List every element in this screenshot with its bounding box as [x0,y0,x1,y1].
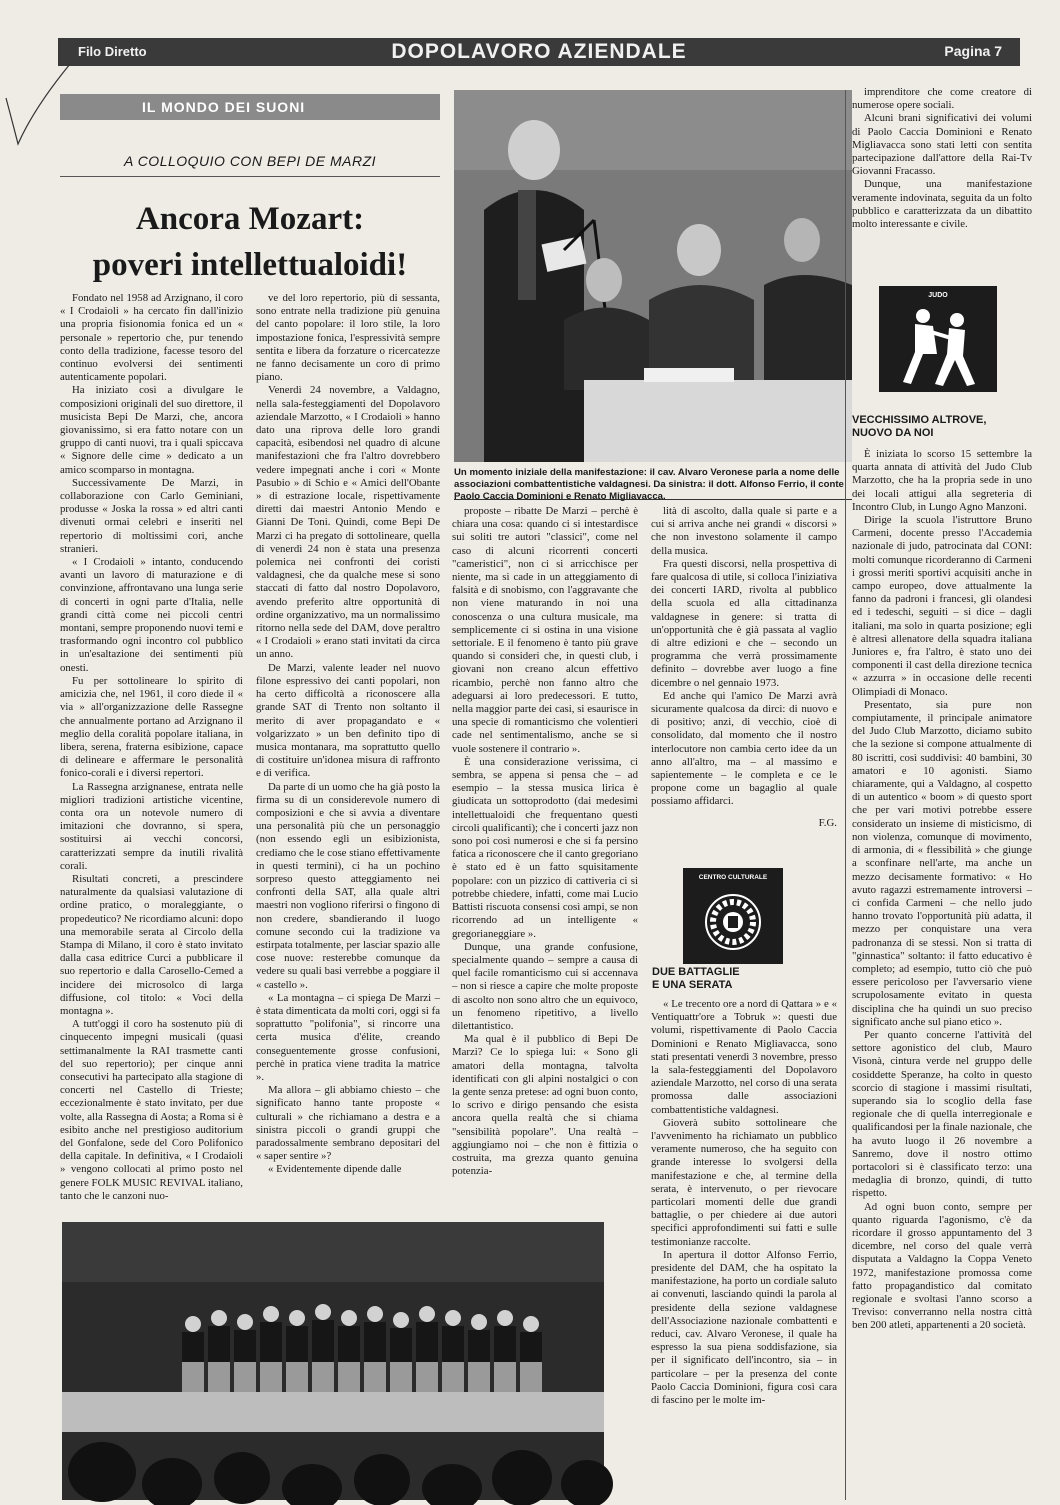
page-number: Pagina 7 [944,43,1002,59]
due-battaglie-title [652,966,838,992]
right-column-top [852,86,1032,276]
judo-label: JUDO [928,292,948,299]
paragraph: « I Crodaioli » intanto, conducendo avanti un lavoro di maturazione e di convinzione, affrontavano una lunga serie di concerti in ogni parte d'Italia, nelle grandi città come nei piccoli centri montani, sempre proponendo nuovi temi e trasformando ogni incontro col pubblico in un'esaltazione dei sentimenti più onesti. [60,556,243,674]
photo-caption: Un momento iniziale della manifestazione: il cav. Alvaro Veronese parla a nome delle associazioni combattentistiche valdagnesi. Da sinistra: il dott. Alfonso Ferrio, il conte Paolo Caccia Dominioni e Renato Migliavacca. [454,467,844,502]
signature: F.G. [818,816,837,829]
due-battaglie-title-line-1: DUE BATTAGLIE [652,966,740,978]
divider [60,176,440,177]
section-bar [60,94,440,120]
paragraph: « Evidentemente dipende dalle [268,1163,402,1176]
judo-title-line-2: NUOVO DA NOI [852,427,934,439]
paragraph: lità di ascolto, dalla quale si parte e a cui si arriva anche nei grandi « discorsi » che non investono solamente il campo della musica. [651,505,837,557]
paragraph: Fondato nel 1958 ad Arzignano, il coro « I Crodaioli » ha cercato fin dall'inizio una propria fisionomia fonica ed un « personale » repertorio che, pur tenendo conto della tradizione, facesse tesoro del continuo evolversi dei sentimenti autenticamente popolari. [60,292,243,384]
article-column-4 [651,505,837,829]
paragraph: « La montagna – ci spiega De Marzi – è stata dimenticata da molti cori, oggi si fa soprattutto "polifonia", si rincorre una certa musica d'élite, creando conseguentemente grosse confusioni, perchè in pratica viene tradita la matrice ». [256,991,440,1083]
paragraph: A tutt'oggi il coro ha sostenuto più di cinquecento impegni musicali (quasi settimanalmente la RAI trasmette canti del suo repertorio); per cinque anni consecutivi ha partecipato alla stagione di concerti nel Castello di Trieste; eccezionalmente è stato invitato, per due volte, alla Rassegna di Aosta; a Roma si è esibito anche nel prestigioso auditorium del Gonfalone, sede del Coro Polifonico della capitale. In definitiva, « I Crodaioli » vengono collocati al primo posto nel genere FOLK MUSIC REVIVAL italiano, tanto che le canzoni nuo- [60,1018,243,1202]
paragraph: Dunque, una manifestazione veramente indovinata, seguita da un folto pubblico e caratterizzata da un dibattito molto interessante e civile. [852,178,1032,231]
paragraph: La Rassegna arzignanese, entrata nelle migliori tradizioni artistiche vicentine, conta ora un notevole numero di imitazioni che dovranno, si spera, sostituirsi ai vecchi concorsi, caratterizzati sempre da inutili rivalità corali. [60,780,243,872]
paragraph: Ma qual è il pubblico di Bepi De Marzi? Ce lo spiega lui: « Sono gli amatori della montagna, talvolta identificati con gli alpini nostalgici o con la gente senza pretese: ad ogni buon conto, lo scrivo e dirigo pensando che esista ancora quella realtà che si chiama "sensibilità popolare". Una realtà – aggiungiamo noi – che non è fittizia o costruita, ma grezza quanto genuina potenzia- [452,1033,638,1178]
paragraph: Ha iniziato così a divulgare le composizioni originali del suo direttore, il musicista Bepi De Marzi, che, ancora giovanissimo, si era fatto notare con un gruppo di canti nuovi, tra i quali spiccava « Signore delle cime » dedicato a un amico scomparso in montagna. [60,384,243,476]
paragraph: Gioverà subito sottolineare che l'avvenimento ha richiamato un pubblico veramente numeroso, che ha seguito con grande interesse lo svolgersi della manifestazione e che, al termine della serata, è intervenuto, o per rievocare particolari momenti delle due grandi battaglie, o per chiedere ai due autori specifici approfondimenti sui fatti e sulle testimonianze raccolte. [651,1116,837,1248]
kicker: A COLLOQUIO CON BEPI DE MARZI [123,153,377,169]
headline [60,196,440,288]
meeting-photo [454,90,852,462]
choir-photo-illustration [62,1222,604,1500]
paragraph: Ma allora – gli abbiamo chiesto – che significato hanno tante proposte « culturali » che richiamano a destra e a sinistra piccoli o grandi gruppi che paradossalmente sembrano depositari del « saper sentire »? [256,1084,440,1163]
judo-logo [879,286,997,392]
headline-line-2: poveri intellettualoidi! [92,247,408,283]
header-left: Filo Diretto [78,44,147,59]
paragraph: Ed anche qui l'amico De Marzi avrà sicuramente qualcosa da dirci: di nuovo e di positivo; anzi, di vecchio, cioè di consolidato, dal momento che il nostro interlocutore non cambia certo idee da un anno all'altro, ma – al massimo e sapientemente – le completa e ce le propone come un bagaglio al quale possiamo affidarci. [651,689,837,808]
paragraph: Venerdì 24 novembre, a Valdagno, nella sala-festeggiamenti del Dopolavoro aziendale Marzotto, « I Crodaioli » hanno dato una riprova delle loro grandi capacità, esibendosi nel quadro di alcune manifestazioni che fra l'altro dovrebbero vedere impegnati anche i cori « Monte Pasubio » di Schio e « Amici dell'Obante » di estrazione locale, rispettivamente diretti dai maestri Antonio Mendo e Gianni De Toni. Quindi, come Bepi De Marzi ci ha pregato di sottolineare, quella di venerdì 24 non è stata una presenza polemica nei confronti dei coristi valdagnesi, che da qualche mese si sono staccati di fatto dal nostro Dopolavoro, avendo preferito altre opportunità di ordine organizzativo, ma un normalissimo ritorno nella sede del DAM, dove peraltro « I Crodaioli » erano stati invitati da circa un anno. [256,384,440,661]
due-battaglie-title-line-2: E UNA SERATA [652,979,733,991]
article-column-3 [452,505,638,1205]
paragraph: Fra questi discorsi, nella prospettiva di fare qualcosa di utile, si colloca l'iniziativa dei concerti IARD, rivolta al pubblico della scuola ed alla cittadinanza valdagnese in genere: si tratta di un'opportunità che è già passata al vaglio di altre edizioni e che – secondo un programma che verrà prossimamente definito – dovrebbe aver luogo a fine dicembre o nel gennaio 1973. [651,557,837,689]
centro-culturale-label: CENTRO CULTURALE [698,874,768,881]
paragraph: Presentato, sia pure non compiutamente, il principale animatore del Judo Club Marzotto, diciamo subito che la sezione si compone attualmente di 80 iscritti, così suddivisi: 40 bambini, 30 amatori e 10 agonisti. Siamo chiaramente, qui a Valdagno, al cospetto di un autentico « boom » di questo sport che per vari motivi potrebbe essere considerato un insieme di misticismo, di non violenza, comunque di movimento, di armonia, di « flessibilità » che giunge a sconfinare nell'arte, ma anche un mezzo decisamente formativo: « Ho avuto ragazzi estremamente introversi – ci confida Carmeni – che nello judo hanno trovato l'opportunità più adatta, il mezzo per conquistare una vera padronanza di se stessi. Non si tratta di "ginnastica" soltanto: il fatto educativo è completo; ad esempio, tutto ciò che può essere pericoloso per l'avversario viene scrupolosamente evitato in questa disciplina che ha quindi un suo preciso significato anche sul piano etico ». [852,698,1032,1028]
page-header [58,38,1020,66]
judo-fighters-icon [893,304,983,390]
paragraph: Da parte di un uomo che ha già posto la firma su di un considerevole numero di composizioni e che si avvia a diventare una personalità più che un personaggio (non essendo egli un esibizionista, crediamo che le cose stiano effettivamente in questi termini), ci ha un pochino sorpreso questo atteggiamento nei confronti della SAT, alla quale altri maestri non vogliono riferirsi o fingono di non credere, sbandierando il luogo comune secondo cui la tradizione va estirpata totalmente, per lasciar spazio alle cose nuove: resterebbe comunque da vedere su quali basi verrebbe a poggiare il « castello ». [256,780,440,991]
header-title: DOPOLAVORO AZIENDALE [391,40,687,63]
paragraph: È una considerazione verissima, ci sembra, se appena si pensa che – ad esempio – la stessa musica lirica è giudicata un sottoprodotto (dai medesimi intellettualoidi che frequentano questi circoli qualificanti); che i concerti jazz non sono poi così numerosi e che si fa persino fatica a riconoscere che il canto gregoriano è stato ed è un fatto squisitamente popolare: con un pizzico di cattiveria ci si potrebbe chiedere, infatti, come mai Lucio Battisti riscuota consensi così ampi, se non ricorrendo ad un intelligente « gregorianeggiare ». [452,755,638,940]
article-column-2 [256,292,440,1204]
paragraph: De Marzi, valente leader nel nuovo filone espressivo dei canti popolari, non ha certo difficoltà a riconoscere alla grande SAT di Trento non soltanto il merito di aver propagandato e « volgarizzato » un ben definito tipo di musica montanara, ma soprattutto quello di costituire un'idonea misura di raffronto e di verifica. [256,661,440,780]
column-rule [845,90,846,1500]
paragraph: ve del loro repertorio, più di sessanta, sono entrate nella tradizione più genuina del canto popolare: il loro stile, la loro impostazione fonica, l'espressività sempre sentita e libera da forzature o ricercatezze ne fanno decisamente un coro di primo piano. [256,292,440,384]
centro-culturale-logo [683,868,783,964]
due-battaglie-article [651,998,837,1500]
paragraph: imprenditore che come creatore di numerose opere sociali. [852,86,1032,112]
judo-article-title [852,414,1032,440]
choir-photo [62,1222,604,1500]
paragraph: Dunque, una grande confusione, specialmente quando – sempre a causa di quel facile romanticismo cui si accennava – non si riesce a capire che molte proposte di ascolto non sono altro che un equivoco, un fenomeno ripetitivo, a livello dilettantistico. [452,940,638,1032]
judo-title-line-1: VECCHISSIMO ALTROVE, [852,414,987,426]
paragraph: È iniziata lo scorso 15 settembre la quarta annata di attività del Judo Club Marzotto, che ha la propria sede in uno dei locali attigui alla segreteria di Incontro Club, in Lungo Agno Manzoni. [852,448,1032,513]
paragraph: Successivamente De Marzi, in collaborazione con Carlo Geminiani, produsse « Joska la rossa » ed altri canti divenuti ormai celebri e inseriti nel repertorio di moltissimi cori, anche stranieri. [60,476,243,555]
paragraph: Per quanto concerne l'attività del settore agonistico del club, Mauro Visonà, cintura verde nel gruppo delle cosiddette Speranze, ha colto in questo scorcio di stagione i massimi risultati, superando sia lo scoglio della fase regionale che di quella interregionale e qualificandosi per la finale nazionale, che ha avuto luogo il 26 novembre a Sanremo, dove il nostro ottimo portacolori si è classificato terzo: una medaglia di bronzo, quindi, di tutto rispetto. [852,1028,1032,1200]
article-column-1 [60,292,243,1204]
judo-article [852,448,1032,1500]
paragraph: Fu per sottolineare lo spirito di amicizia che, nel 1961, il coro diede il « via » all'organizzazione delle Rassegne che annualmente portano ad Arzignano il meglio della coralità popolare italiana, in libera, serena, fraterna esibizione, capace di delineare e affermare le personalità fonico-corali e i diversi repertori. [60,674,243,780]
divider [454,499,852,500]
paragraph: In apertura il dottor Alfonso Ferrio, presidente del DAM, che ha ospitato la manifestazione, ha porto un cordiale saluto ai convenuti, lasciando quindi la parola al presidente della sezione valdagnese dell'Associazione nazionale combattenti e reduci, cav. Alvaro Veronese, il quale ha espresso la sua piena soddisfazione, sia per il significato dell'incontro, sia – in particolare – per la presenza del conte Paolo Caccia Dominioni, figura così cara di fascino per le molte im- [651,1248,837,1407]
paragraph: Ad ogni buon conto, sempre per quanto riguarda l'agonismo, c'è da ricordare il grosso appuntamento del 3 dicembre, nel corso del quale verrà disputata a Valdagno la Coppa Veneto 1972, manifestazione promossa come fatto propagandistico dal comitato regionale e svoltasi l'anno scorso a Treviso: converranno nella nostra città ben 200 atleti, appartenenti a 20 società. [852,1200,1032,1332]
centro-culturale-emblem-icon [703,892,763,952]
section-title: IL MONDO DEI SUONI [142,99,306,115]
paragraph: proposte – ribatte De Marzi – perchè è chiara una cosa: quando ci si intestardisce sui soliti tre autori "classici", come nel caso di alcuni ricorrenti concerti "cameristici", non ci si arricchisce per niente, ma si cade in un atteggiamento di falsità e di snobismo, con l'aggravante che non viene maturando in noi una conoscenza o una cultura musicale, ma semplicemente ci si ostina in una visione settoriale. E il fenomeno è tanto più grave quando si consideri che, in questi club, i giovani non creano alcun effettivo ricambio, perchè non fanno altro che adeguarsi ai loro predecessori. E tutto, nella maggior parte dei casi, si esaurisce in una specie di romanticismo che volentieri cade nel sentimentalismo, anche se si vuole sostenere il contrario ». [452,505,638,755]
paragraph: Dirige la scuola l'istruttore Bruno Carmeni, docente presso l'Accademia nazionale di judo, patrocinata dal CONI: molti comunque ricorderanno di Carmeni i grossi meriti sportivi acquisiti anche in campo europeo, dove attualmente la fanno da padroni i francesi, gli olandesi ed i tedeschi, seguiti – si dice – dagli italiani, ma solo in quarta posizione; egli è altresì allenatore della squadra italiana Juniores e, fra l'altro, è stato uno dei componenti il cast della direzione tecnica « azzurra » in occasione delle recenti Olimpiadi di Monaco. [852,514,1032,698]
meeting-photo-illustration [454,90,852,462]
paragraph: « Le trecento ore a nord di Qattara » e « Ventiquattr'ore a Tobruk »: questi due volumi, rispettivamente di Paolo Caccia Dominioni e Renato Migliavacca, sono stati presentati venerdì 3 novembre, presso la sala-festeggiamenti del Dopolavoro aziendale Marzotto, nel corso di una serata promossa dalle associazioni combattentistiche valdagnesi. [651,998,837,1116]
paragraph: Alcuni brani significativi dei volumi di Paolo Caccia Dominioni e Renato Migliavacca sono stati letti con sentita partecipazione dall'attore della Rai-Tv Giovanni Fracasso. [852,112,1032,178]
headline-line-1: Ancora Mozart: [135,201,365,237]
paragraph: Risultati concreti, a prescindere naturalmente da qualsiasi valutazione di ordine pratico, o moraleggiante, o propedeutico? Ne ricordiamo alcuni: dopo una memorabile serata al Circolo della Stampa di Milano, il coro è stato invitato dalla casa editrice Curci a pubblicare il suo repertorio e dalla Carosello-Cemed a incidere dei microsolco di larga diffusione, col titolo: « Voci della montagna ». [60,872,243,1017]
